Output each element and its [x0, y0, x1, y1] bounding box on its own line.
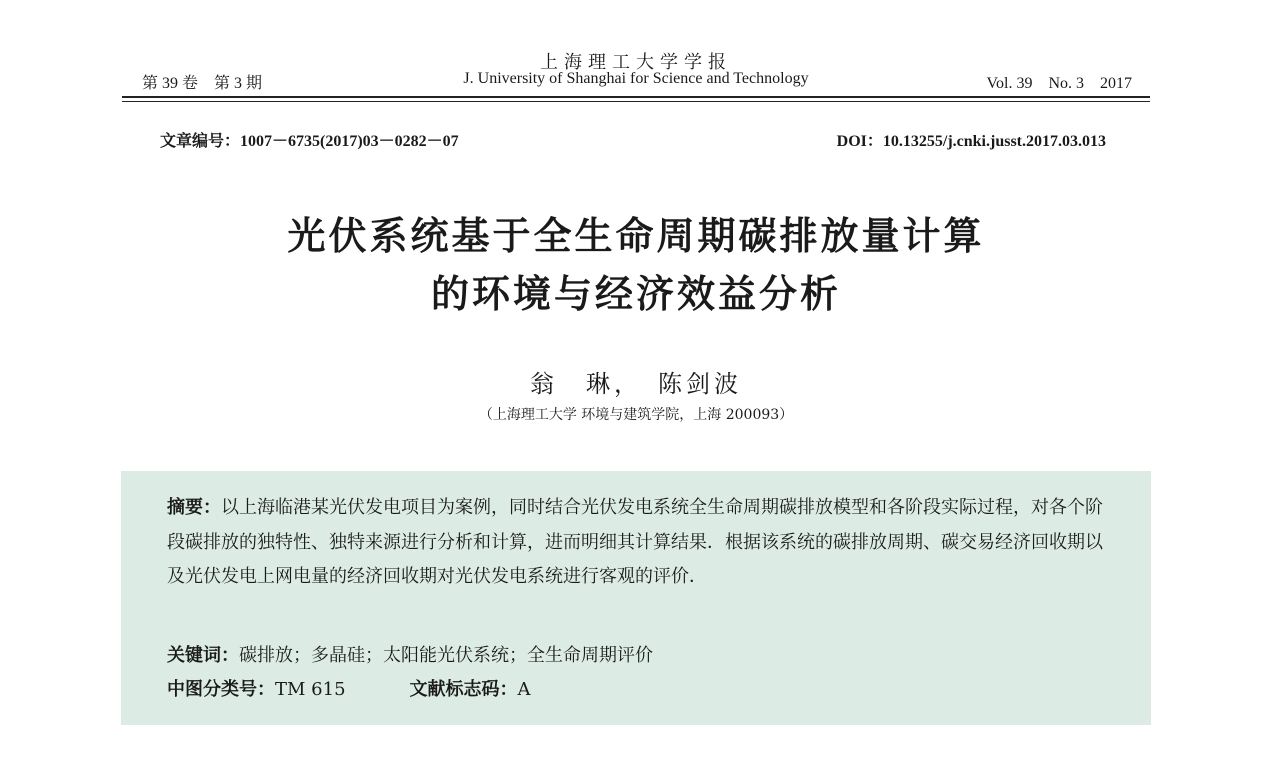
classification [167, 675, 1107, 705]
issue-en: Vol. 39 No. 3 2017 [986, 75, 1132, 92]
affiliation: （上海理工大学 环境与建筑学院，上海 200093） [478, 407, 794, 423]
running-header [122, 70, 1150, 94]
header-rule-thin [122, 101, 1150, 102]
keywords-label: 关键词： [167, 645, 239, 666]
abstract [167, 491, 1107, 595]
abstract-text: 以上海临港某光伏发电项目为案例，同时结合光伏发电系统全生命周期碳排放模型和各阶段实际过程，对各个阶段碳排放的独特性、独特来源进行分析和计算，进而明细其计算结果．根据该系统的碳排放周期、碳交易经济回收期以及光伏发电上网电量的经济回收期对光伏发电系统进行客观的评价． [167, 497, 1103, 587]
article-number: 文章编号：1007－6735(2017)03－0282－07 [160, 133, 459, 150]
paper-title-line-1: 光伏系统基于全生命周期碳排放量计算 [287, 214, 985, 258]
keywords-value: 碳排放；多晶硅；太阳能光伏系统；全生命周期评价 [239, 645, 653, 666]
abstract-label: 摘要： [167, 497, 221, 518]
clc-label: 中图分类号： [167, 679, 275, 700]
journal-name-en: J. University of Shanghai for Science and Technology [463, 70, 809, 87]
keywords [167, 641, 1107, 671]
paper-title-line-2: 的环境与经济效益分析 [430, 272, 841, 316]
header-rule-thick [122, 96, 1150, 98]
abstract-box [121, 471, 1151, 725]
issue-cn: 第 39 卷 第 3 期 [142, 75, 263, 92]
doc-code-label: 文献标志码： [409, 679, 518, 700]
article-meta [160, 128, 1106, 150]
doi: DOI：10.13255/j.cnki.jusst.2017.03.013 [836, 133, 1106, 150]
doc-code-value: A [517, 679, 531, 700]
clc-value: TM 615 [275, 679, 346, 700]
journal-name-cn: 上海理工大学学报 [540, 52, 732, 73]
authors: 翁 琳， 陈剑波 [530, 370, 742, 398]
